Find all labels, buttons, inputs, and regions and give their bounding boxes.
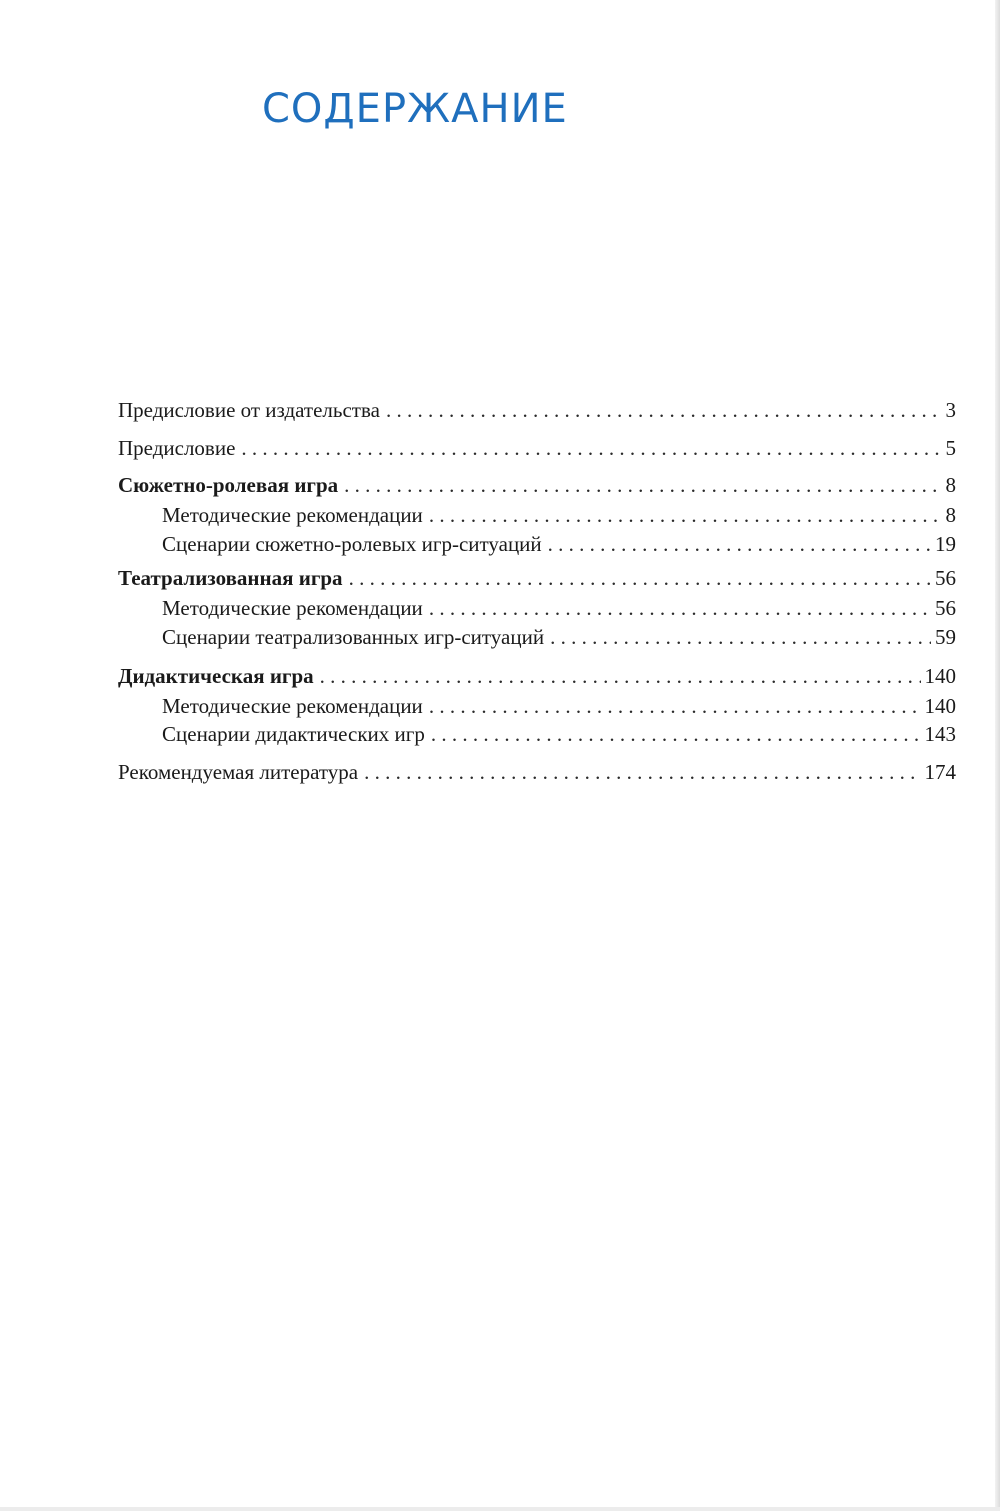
toc-page-number: 8: [945, 503, 956, 527]
toc-page-number: 143: [924, 722, 956, 746]
dot-leader: [548, 530, 931, 558]
toc-entry-label: Методические рекомендации: [162, 694, 423, 718]
toc-entry-role-play-scenarios[interactable]: [162, 530, 956, 558]
toc-section-didactic[interactable]: [118, 662, 956, 690]
toc-page-number: 56: [935, 566, 956, 590]
dot-leader: [349, 564, 931, 592]
toc-entry-didactic-recommendations[interactable]: [162, 692, 956, 720]
dot-leader: [320, 662, 921, 690]
toc-entry-publisher-foreword[interactable]: [118, 396, 956, 424]
toc-entry-foreword[interactable]: [118, 434, 956, 462]
toc-entry-label: Предисловие от издательства: [118, 398, 380, 422]
toc-page-number: 19: [935, 532, 956, 556]
toc-section-role-play[interactable]: [118, 471, 956, 499]
toc-section-label: Сюжетно-ролевая игра: [118, 473, 339, 497]
toc-section-theatrical[interactable]: [118, 564, 956, 592]
toc-entry-label: Сценарии театрализованных игр-ситуаций: [162, 625, 545, 649]
dot-leader: [344, 471, 941, 499]
toc-entry-label: Рекомендуемая литература: [118, 760, 359, 784]
toc-section-label: Театрализованная игра: [118, 566, 343, 590]
toc-entry-label: Сценарии дидактических игр: [162, 722, 425, 746]
dot-leader: [550, 623, 931, 651]
page-edge-shadow: [995, 0, 1000, 1511]
toc-page-number: 5: [945, 436, 956, 460]
toc-page-number: 3: [945, 398, 956, 422]
toc-page-number: 8: [945, 473, 956, 497]
toc-entry-label: Предисловие: [118, 436, 236, 460]
dot-leader: [429, 692, 921, 720]
toc-entry-label: Методические рекомендации: [162, 596, 423, 620]
toc-section-label: Дидактическая игра: [118, 664, 314, 688]
dot-leader: [431, 720, 921, 748]
dot-leader: [429, 501, 942, 529]
dot-leader: [386, 396, 942, 424]
toc-entry-theatrical-scenarios[interactable]: [162, 623, 956, 651]
toc-entry-didactic-scenarios[interactable]: [162, 720, 956, 748]
toc-entry-theatrical-recommendations[interactable]: [162, 594, 956, 622]
page-bottom-edge: [0, 1507, 1000, 1511]
toc-page-number: 59: [935, 625, 956, 649]
page-title: СОДЕРЖАНИЕ: [262, 86, 568, 132]
toc-page-number: 140: [924, 694, 956, 718]
toc-entry-label: Сценарии сюжетно-ролевых игр-ситуаций: [162, 532, 542, 556]
toc-page-number: 140: [924, 664, 956, 688]
toc-page-number: 174: [924, 760, 956, 784]
toc-entry-literature[interactable]: [118, 758, 956, 786]
dot-leader: [429, 594, 931, 622]
dot-leader: [241, 434, 941, 462]
toc-page-number: 56: [935, 596, 956, 620]
toc-entry-label: Методические рекомендации: [162, 503, 423, 527]
dot-leader: [364, 758, 920, 786]
toc-entry-role-play-recommendations[interactable]: [162, 501, 956, 529]
